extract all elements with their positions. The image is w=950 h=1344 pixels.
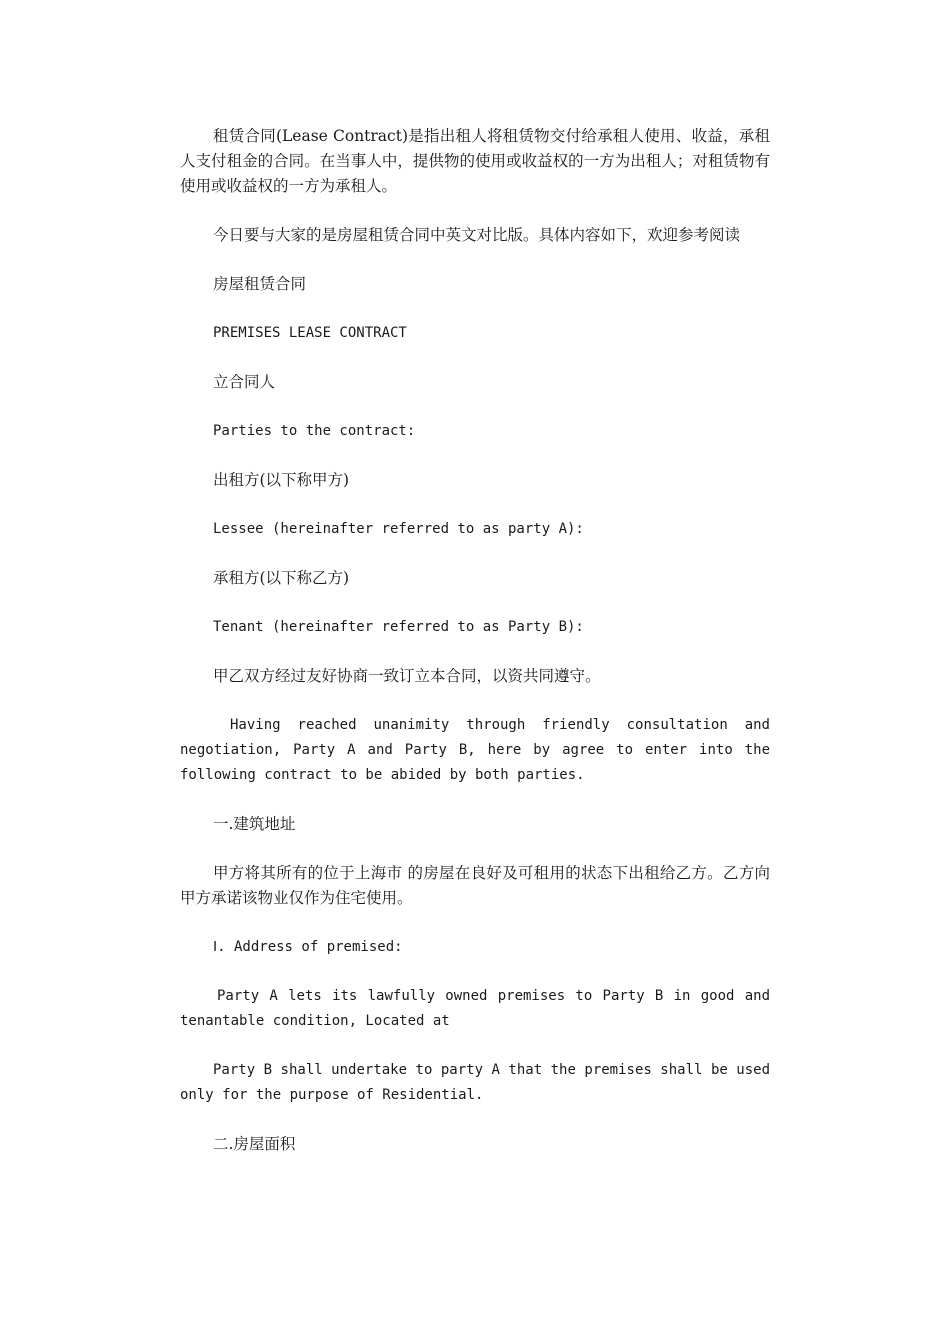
agreement-paragraph-zh: 甲乙双方经过友好协商一致订立本合同，以资共同遵守。 bbox=[213, 667, 601, 685]
contract-title-en: PREMISES LEASE CONTRACT bbox=[213, 325, 407, 341]
section2-heading-zh: 二.房屋面积 bbox=[213, 1135, 296, 1153]
lessor-label-en: Lessee (hereinafter referred to as party A): bbox=[213, 521, 584, 537]
lessor-label-zh: 出租方(以下称甲方) bbox=[213, 471, 350, 489]
intro-today-paragraph: 今日要与大家的是房屋租赁合同中英文对比版。具体内容如下，欢迎参考阅读 bbox=[213, 226, 741, 244]
section1-body-zh: 甲方将其所有的位于上海市 的房屋在良好及可租用的状态下出租给乙方。乙方向甲方承诺该物业仅作为住宅使用。 bbox=[180, 864, 770, 907]
section1-use-en: Party B shall undertake to party A that the premises shall be used only for the purpose of Residential. bbox=[180, 1062, 770, 1103]
tenant-label-en: Tenant (hereinafter referred to as Party B): bbox=[213, 619, 584, 635]
section1-body-en: Party A lets its lawfully owned premises to Party B in good and tenantable condition, Located at bbox=[180, 988, 770, 1029]
parties-heading-en: Parties to the contract: bbox=[213, 423, 416, 439]
tenant-label-zh: 承租方(以下称乙方) bbox=[213, 569, 350, 587]
section1-heading-zh: 一.建筑地址 bbox=[213, 815, 296, 833]
agreement-paragraph-en: Having reached unanimity through friendly consultation and negotiation, Party A and Party B, here by agree to enter into the following contract to be abided by both parties. bbox=[180, 717, 770, 783]
section1-heading-en: Ⅰ. Address of premised: bbox=[213, 939, 403, 955]
contract-title-zh: 房屋租赁合同 bbox=[213, 275, 307, 293]
intro-definition-paragraph: 租赁合同(Lease Contract)是指出租人将租赁物交付给承租人使用、收益，承租人支付租金的合同。在当事人中，提供物的使用或收益权的一方为出租人；对租赁物有使用或收益权的一方为承租人。 bbox=[180, 127, 770, 195]
parties-heading-zh: 立合同人 bbox=[213, 373, 276, 391]
document-body bbox=[180, 124, 770, 1181]
